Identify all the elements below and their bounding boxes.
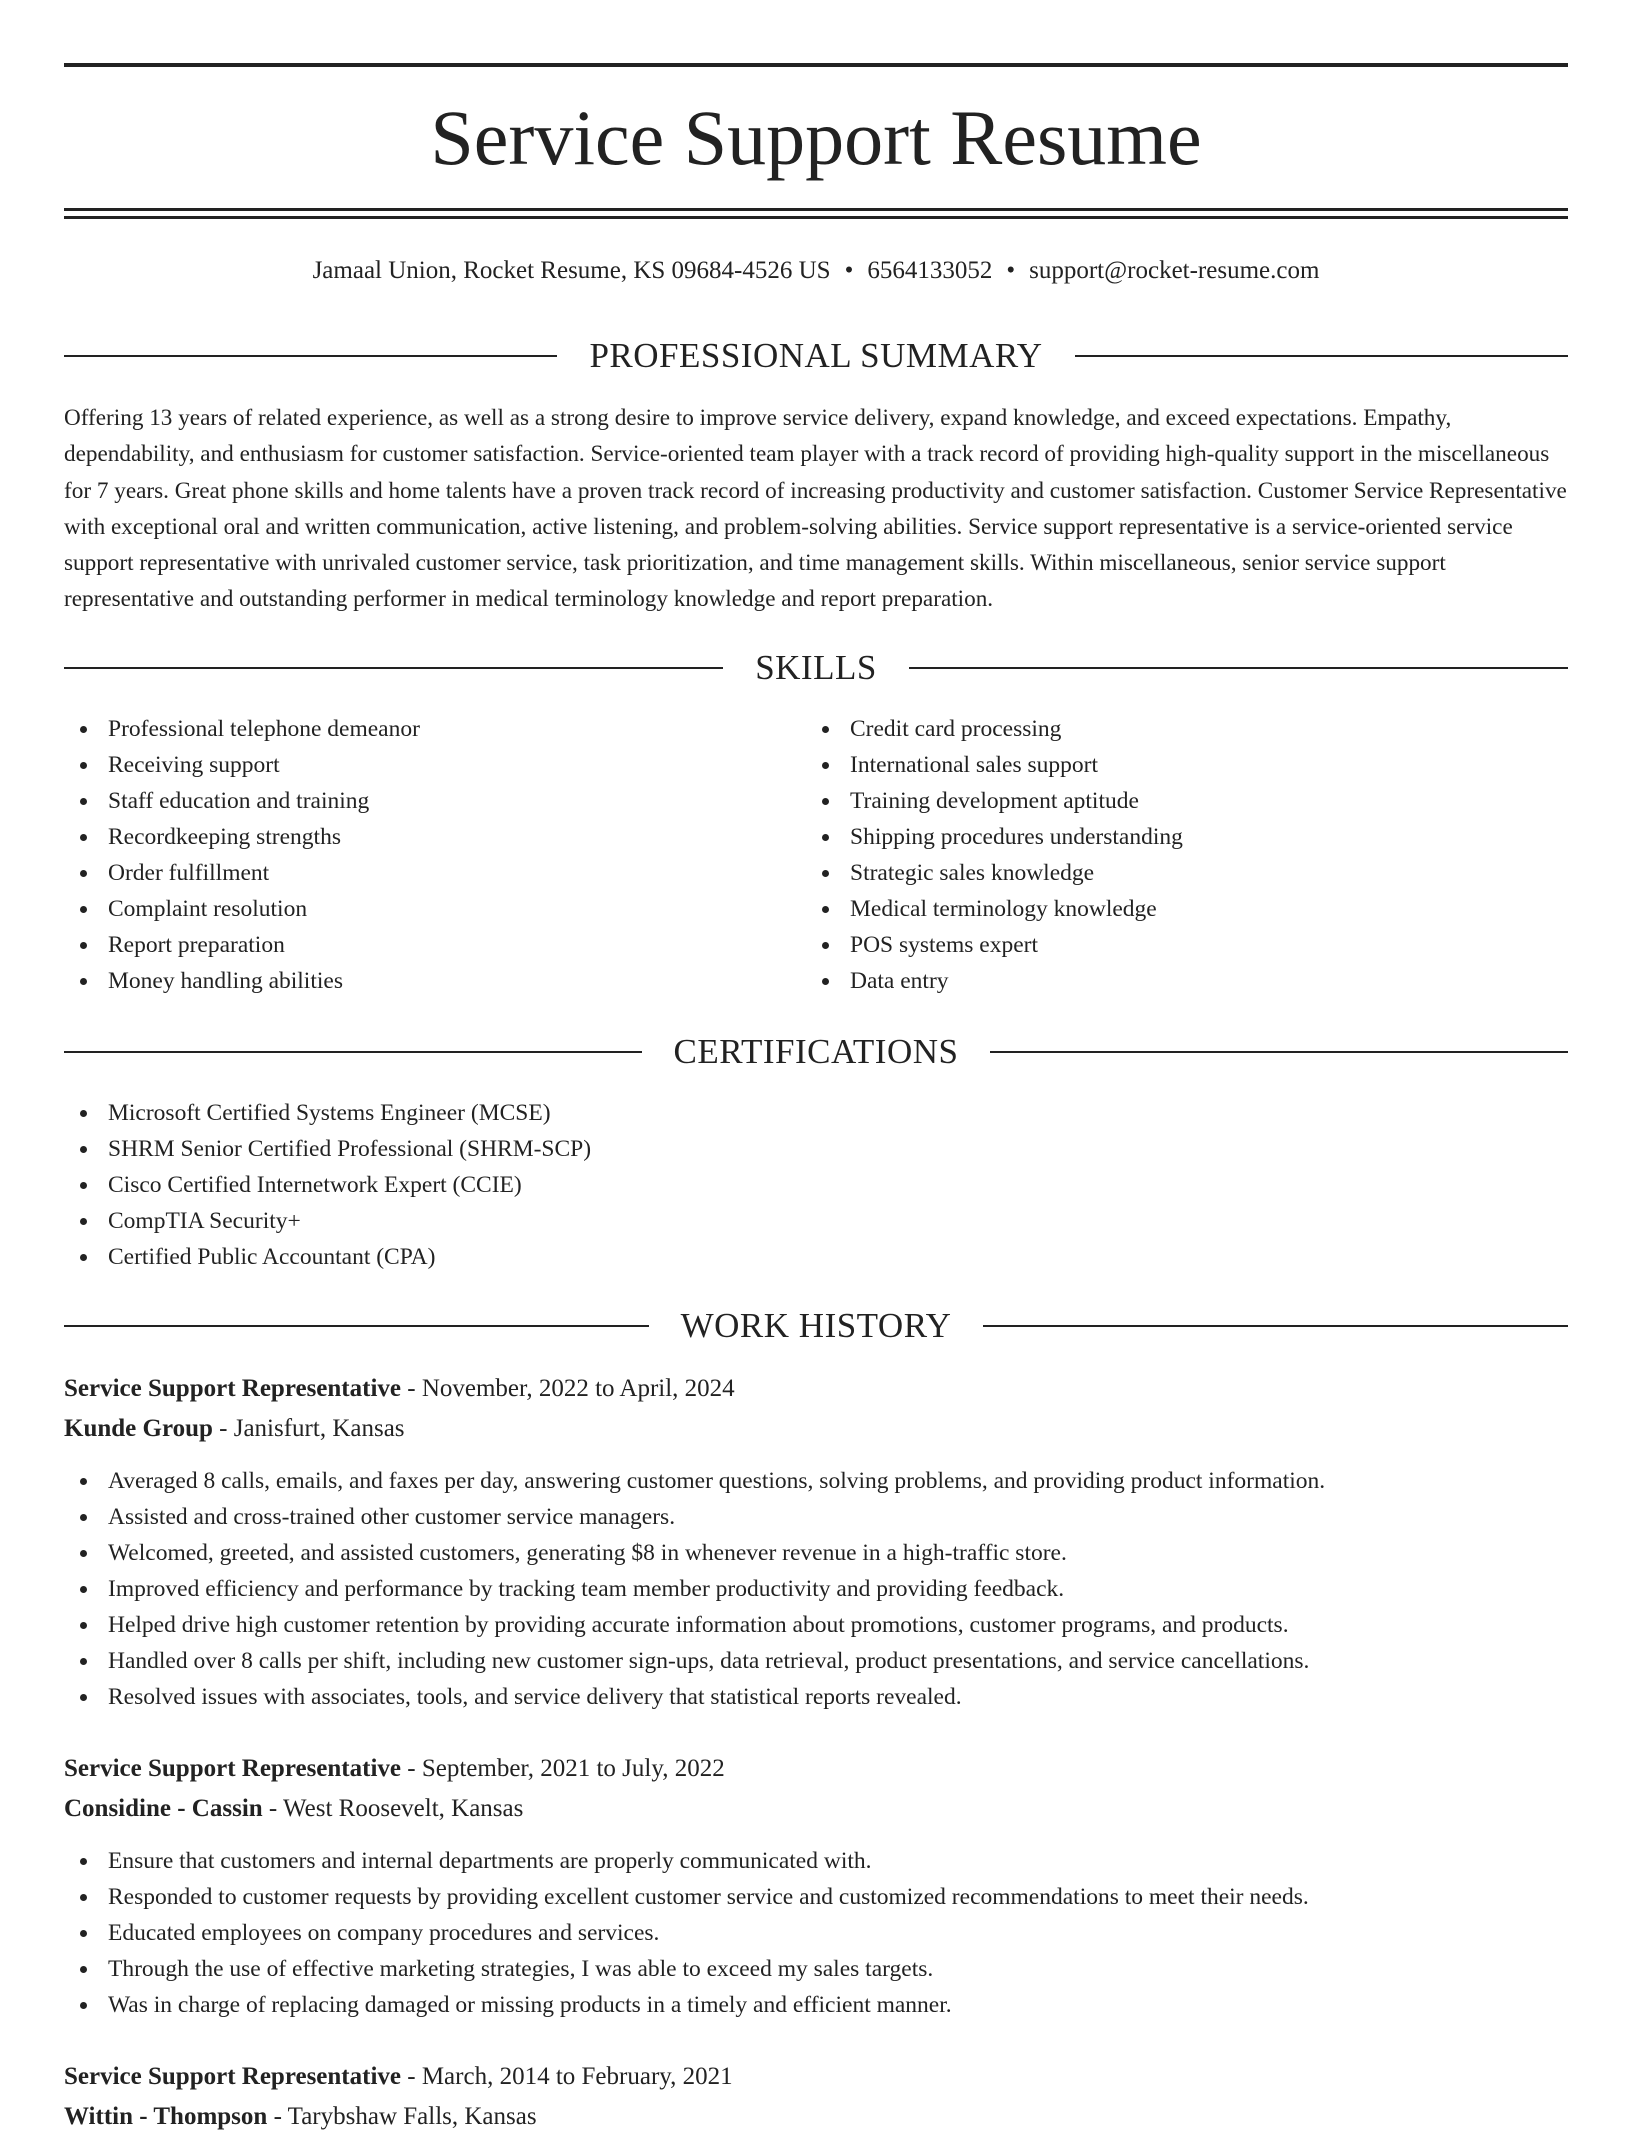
skills-heading-label: SKILLS xyxy=(755,648,877,687)
contact-phone: 6564133052 xyxy=(867,257,993,284)
work-history-heading-label: WORK HISTORY xyxy=(680,1306,952,1345)
skill-item: International sales support xyxy=(806,747,1566,783)
contact-separator: • xyxy=(844,257,854,284)
job-company: Kunde Group xyxy=(64,1415,213,1442)
certification-item: Certified Public Accountant (CPA) xyxy=(64,1239,1568,1275)
skill-item: Data entry xyxy=(806,963,1566,999)
job-bullet: Averaged 8 calls, emails, and faxes per day, answering customer questions, solving problems, and providing product information. xyxy=(64,1463,1568,1499)
heading-rule xyxy=(64,1325,649,1327)
skill-item: Receiving support xyxy=(64,747,764,783)
job-dates: - March, 2014 to February, 2021 xyxy=(401,2063,733,2090)
skills-list-right xyxy=(806,711,1566,999)
certification-item: SHRM Senior Certified Professional (SHRM-SCP) xyxy=(64,1131,1568,1167)
certification-item: Cisco Certified Internetwork Expert (CCIE) xyxy=(64,1167,1568,1203)
heading-rule xyxy=(64,355,557,357)
work-history-section-heading xyxy=(64,1304,1568,1348)
summary-heading-label: PROFESSIONAL SUMMARY xyxy=(589,336,1043,375)
skill-item: Recordkeeping strengths xyxy=(64,819,764,855)
job-bullet: Was in charge of replacing damaged or missing products in a timely and efficient manner. xyxy=(64,1987,1568,2023)
contact-line xyxy=(64,254,1568,288)
job-title-line xyxy=(64,1371,1568,1407)
job-location: - West Roosevelt, Kansas xyxy=(262,1795,524,1822)
skills-list-left xyxy=(64,711,764,999)
skills-section-heading xyxy=(64,646,1568,690)
job-company: Wittin - Thompson xyxy=(64,2103,268,2130)
certifications-heading-label: CERTIFICATIONS xyxy=(673,1032,959,1071)
job-dates: - September, 2021 to July, 2022 xyxy=(401,1755,725,1782)
heading-rule xyxy=(990,1051,1568,1053)
summary-text: Offering 13 years of related experience, as well as a strong desire to improve service delivery, expand knowledge, and exceed expectations. Empathy, dependability, and enthusiasm for customer satisfaction. Service-oriented team player with a track record of providing high-quality support in the miscellaneous for 7 years. Great phone skills and home talents have a proven track record of increasing productivity and customer satisfaction. Customer Service Representative with exceptional oral and written communication, active listening, and problem-solving abilities. Service support representative is a service-oriented service support representative with unrivaled customer service, task prioritization, and time management skills. Within miscellaneous, senior service support representative and outstanding performer in medical terminology knowledge and report preparation. xyxy=(64,405,1567,613)
skill-item: Training development aptitude xyxy=(806,783,1566,819)
job-title-line xyxy=(64,2059,1568,2095)
job-location: - Tarybshaw Falls, Kansas xyxy=(267,2103,537,2130)
job-bullet: Ensure that customers and internal departments are properly communicated with. xyxy=(64,1843,1568,1879)
job-bullet: Assisted and cross-trained other customer service managers. xyxy=(64,1499,1568,1535)
skill-item: Strategic sales knowledge xyxy=(806,855,1566,891)
job-company-line xyxy=(64,2099,1568,2135)
job-title: Service Support Representative xyxy=(64,1375,401,1402)
job-company: Considine - Cassin xyxy=(64,1795,263,1822)
contact-address: Jamaal Union, Rocket Resume, KS 09684-4526 US xyxy=(312,257,831,284)
heading-rule xyxy=(64,667,723,669)
job-bullets xyxy=(64,1463,1568,1715)
heading-rule xyxy=(64,1051,642,1053)
job-title: Service Support Representative xyxy=(64,2063,401,2090)
job-bullet: Through the use of effective marketing strategies, I was able to exceed my sales targets. xyxy=(64,1951,1568,1987)
contact-email: support@rocket-resume.com xyxy=(1029,257,1320,284)
skill-item: Professional telephone demeanor xyxy=(64,711,764,747)
title-rule-lower xyxy=(64,216,1568,219)
job-bullet: Responded to customer requests by providing excellent customer service and customized recommendations to meet their needs. xyxy=(64,1879,1568,1915)
title-rule-upper xyxy=(64,208,1568,211)
heading-rule xyxy=(1075,355,1568,357)
skill-item: Medical terminology knowledge xyxy=(806,891,1566,927)
skill-item: Report preparation xyxy=(64,927,764,963)
job-dates: - November, 2022 to April, 2024 xyxy=(401,1375,735,1402)
job-bullet: Handled over 8 calls per shift, including new customer sign-ups, data retrieval, product presentations, and service cancellations. xyxy=(64,1643,1568,1679)
skill-item: POS systems expert xyxy=(806,927,1566,963)
skill-item: Credit card processing xyxy=(806,711,1566,747)
job-bullet: Helped drive high customer retention by providing accurate information about promotions, customer programs, and products. xyxy=(64,1607,1568,1643)
skill-item: Complaint resolution xyxy=(64,891,764,927)
job-bullets xyxy=(64,1843,1568,2023)
heading-rule xyxy=(909,667,1568,669)
job-location: - Janisfurt, Kansas xyxy=(212,1415,405,1442)
job-company-line xyxy=(64,1411,1568,1447)
skill-item: Staff education and training xyxy=(64,783,764,819)
skill-item: Money handling abilities xyxy=(64,963,764,999)
job-company-line xyxy=(64,1791,1568,1827)
job-title: Service Support Representative xyxy=(64,1755,401,1782)
job-bullet: Resolved issues with associates, tools, and service delivery that statistical reports revealed. xyxy=(64,1679,1568,1715)
job-bullet: Educated employees on company procedures and services. xyxy=(64,1915,1568,1951)
heading-rule xyxy=(983,1325,1568,1327)
contact-separator: • xyxy=(1006,257,1016,284)
top-rule xyxy=(64,63,1568,67)
certifications-section-heading xyxy=(64,1030,1568,1074)
certification-item: CompTIA Security+ xyxy=(64,1203,1568,1239)
skill-item: Shipping procedures understanding xyxy=(806,819,1566,855)
job-bullet: Improved efficiency and performance by tracking team member productivity and providing feedback. xyxy=(64,1571,1568,1607)
page-title: Service Support Resume xyxy=(430,94,1202,181)
job-title-line xyxy=(64,1751,1568,1787)
summary-section-heading xyxy=(64,334,1568,378)
certifications-list xyxy=(64,1095,1568,1275)
skill-item: Order fulfillment xyxy=(64,855,764,891)
job-bullet: Welcomed, greeted, and assisted customers, generating $8 in whenever revenue in a high-traffic store. xyxy=(64,1535,1568,1571)
certification-item: Microsoft Certified Systems Engineer (MCSE) xyxy=(64,1095,1568,1131)
